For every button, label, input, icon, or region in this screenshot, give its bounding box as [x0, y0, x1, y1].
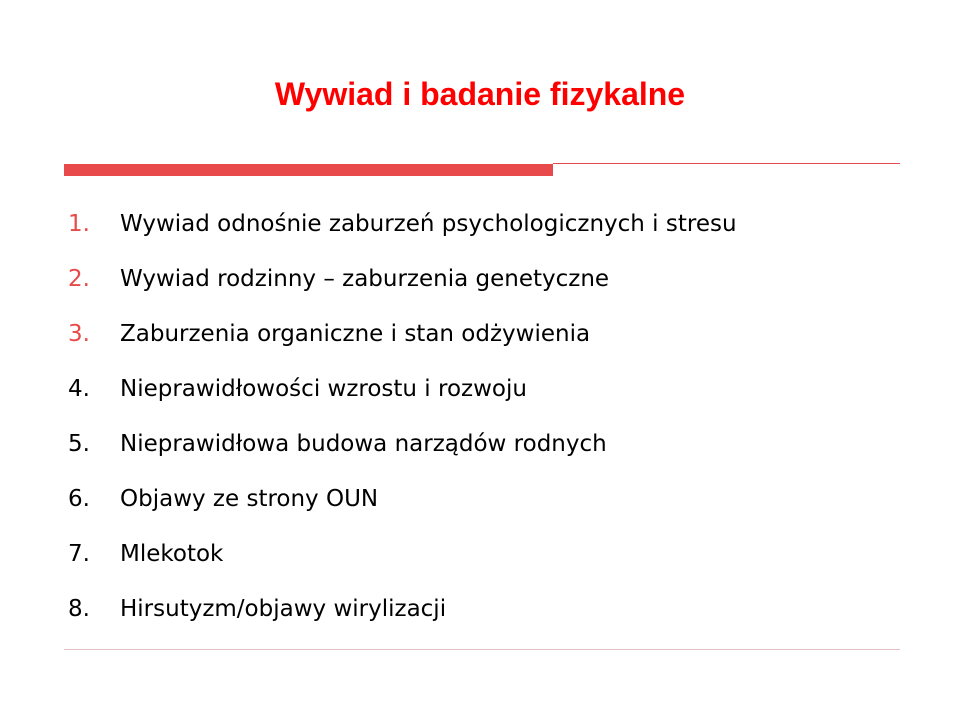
- list-item: [64, 251, 737, 306]
- bottom-divider: [64, 649, 900, 650]
- list-item-number: 8.: [68, 595, 90, 622]
- list-item-text: Hirsutyzm/objawy wirylizacji: [120, 595, 447, 622]
- list-item: [64, 196, 737, 251]
- list-item-number: 7.: [68, 540, 90, 567]
- list-item-text: Nieprawidłowa budowa narządów rodnych: [120, 430, 607, 457]
- list-item-number: 2.: [68, 265, 90, 292]
- list-item-text: Mlekotok: [120, 540, 224, 567]
- list-item-number: 5.: [68, 430, 90, 457]
- list-item: [64, 306, 737, 361]
- list-item-number: 6.: [68, 485, 90, 512]
- list-item-number: 3.: [68, 320, 90, 347]
- list-item-text: Wywiad rodzinny – zaburzenia genetyczne: [120, 265, 610, 292]
- list-item-text: Wywiad odnośnie zaburzeń psychologicznych i stresu: [120, 210, 737, 237]
- list-item-number: 4.: [68, 375, 90, 402]
- list-item: [64, 471, 737, 526]
- title-underline-thin: [553, 163, 900, 164]
- list-item-text: Zaburzenia organiczne i stan odżywienia: [120, 320, 591, 347]
- list-item: [64, 361, 737, 416]
- list-item: [64, 416, 737, 471]
- list-item-text: Objawy ze strony OUN: [120, 485, 379, 512]
- list-item-text: Nieprawidłowości wzrostu i rozwoju: [120, 375, 527, 402]
- list-item-number: 1.: [68, 210, 90, 237]
- slide-title: Wywiad i badanie fizykalne: [274, 76, 686, 112]
- list-item: [64, 526, 737, 581]
- title-underline-thick: [64, 164, 553, 176]
- list-item: [64, 581, 737, 636]
- numbered-list: [64, 196, 737, 636]
